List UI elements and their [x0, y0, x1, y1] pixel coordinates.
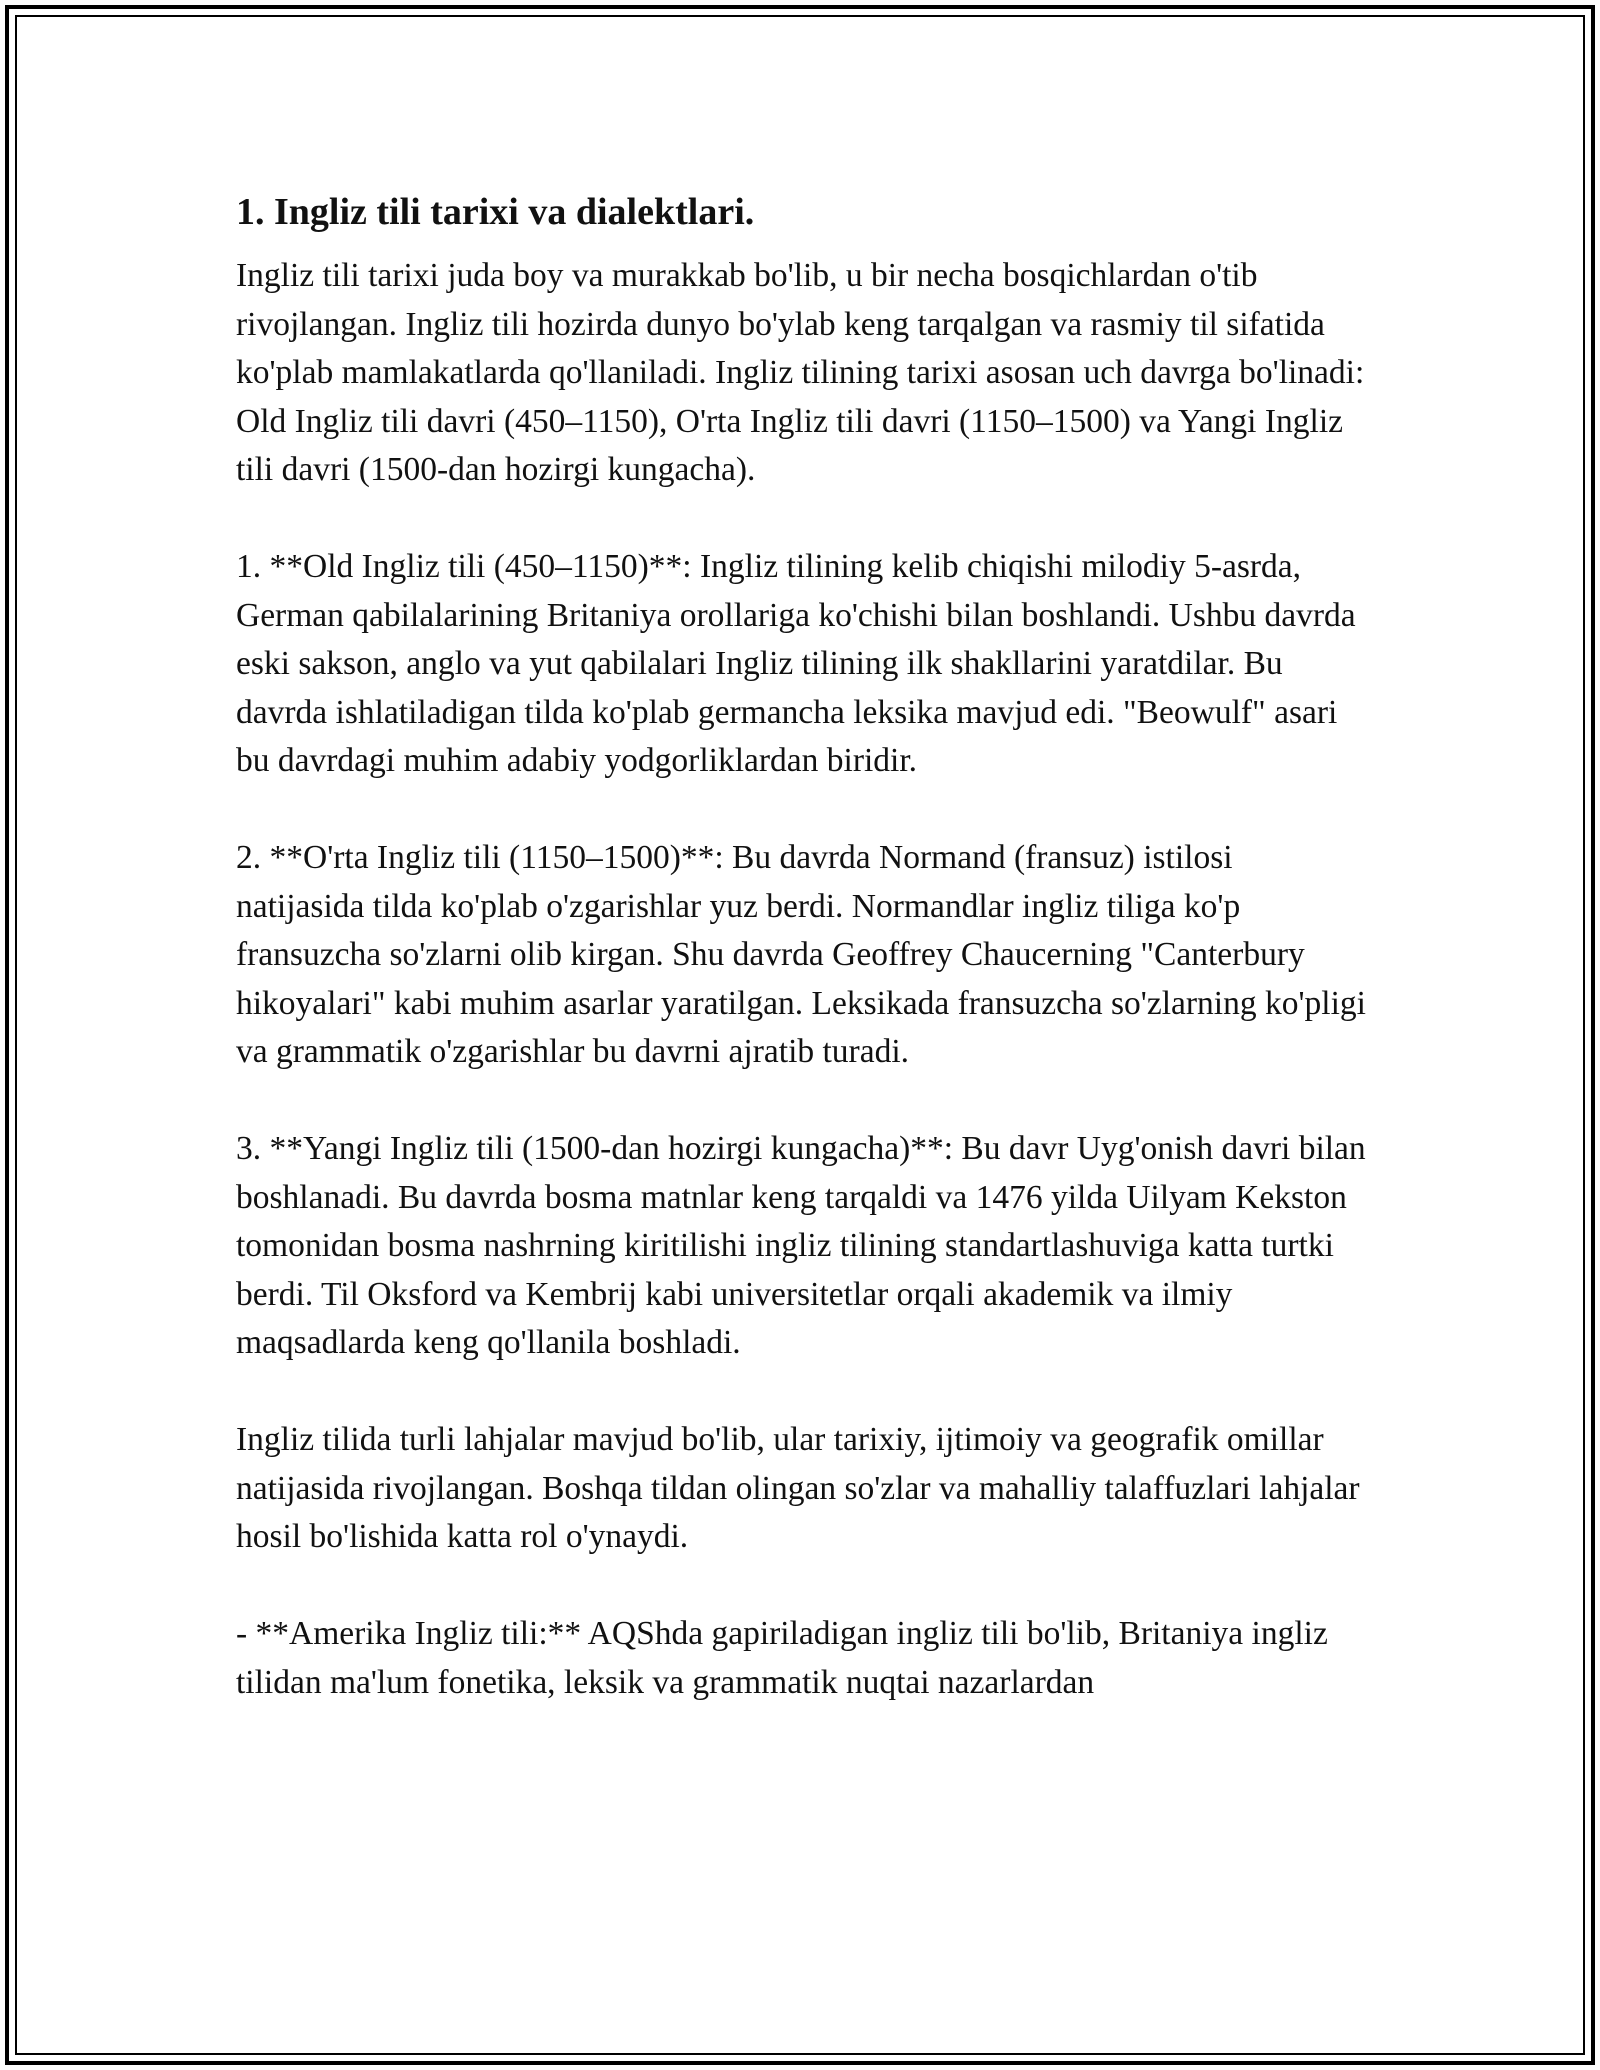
paragraph-modern-english: 3. **Yangi Ingliz tili (1500-dan hozirgi kungacha)**: Bu davr Uyg'onish davri bilan boshlanadi. Bu davrda bosma matnlar keng tarqaldi va 1476 yilda Uilyam Kekston tomonidan bosma nashrning kiritilishi ingliz tilining standartlashuviga katta turtki berdi. Til Oksford va Kembrij kabi universitetlar orqali akademik va ilmiy maqsadlarda keng qo'llanila boshladi. [236, 1130, 1366, 1361]
paragraph-american-english: - **Amerika Ingliz tili:** AQShda gapiriladigan ingliz tili bo'lib, Britaniya ingliz tilidan ma'lum fonetika, leksik va grammatik nuqtai nazarlardan [236, 1615, 1328, 1701]
document-title: 1. Ingliz tili tarixi va dialektlari. [236, 191, 755, 233]
paragraph-dialects: Ingliz tilida turli lahjalar mavjud bo'lib, ular tarixiy, ijtimoiy va geografik omillar natijasida rivojlangan. Boshqa tildan olingan so'zlar va mahalliy talaffuzlari lahjalar hosil bo'lishida katta rol o'ynaydi. [236, 1421, 1360, 1555]
paragraph-old-english: 1. **Old Ingliz tili (450–1150)**: Ingliz tilining kelib chiqishi milodiy 5-asrda, German qabilalarining Britaniya orollariga ko'chishi bilan boshlandi. Ushbu davrda eski sakson, anglo va yut qabilalari Ingliz tilining ilk shakllarini yaratdilar. Bu davrda ishlatiladigan tilda ko'plab germancha leksika mavjud edi. "Beowulf" asari bu davrdagi muhim adabiy yodgorliklardan biridir. [236, 548, 1356, 779]
document-body [236, 186, 1366, 1756]
paragraph-middle-english: 2. **O'rta Ingliz tili (1150–1500)**: Bu davrda Normand (fransuz) istilosi natijasida tilda ko'plab o'zgarishlar yuz berdi. Normandlar ingliz tiliga ko'p fransuzcha so'zlarni olib kirgan. Shu davrda Geoffrey Chaucerning "Canterbury hikoyalari" kabi muhim asarlar yaratilgan. Leksikada fransuzcha so'zlarning ko'pligi va grammatik o'zgarishlar bu davrni ajratib turadi. [236, 839, 1366, 1070]
paragraph-intro: Ingliz tili tarixi juda boy va murakkab bo'lib, u bir necha bosqichlardan o'tib rivojlangan. Ingliz tili hozirda dunyo bo'ylab keng tarqalgan va rasmiy til sifatida ko'plab mamlakatlarda qo'llaniladi. Ingliz tilining tarixi asosan uch davrga bo'linadi: Old Ingliz tili davri (450–1150), O'rta Ingliz tili davri (1150–1500) va Yangi Ingliz tili davri (1500-dan hozirgi kungacha). [236, 257, 1365, 488]
